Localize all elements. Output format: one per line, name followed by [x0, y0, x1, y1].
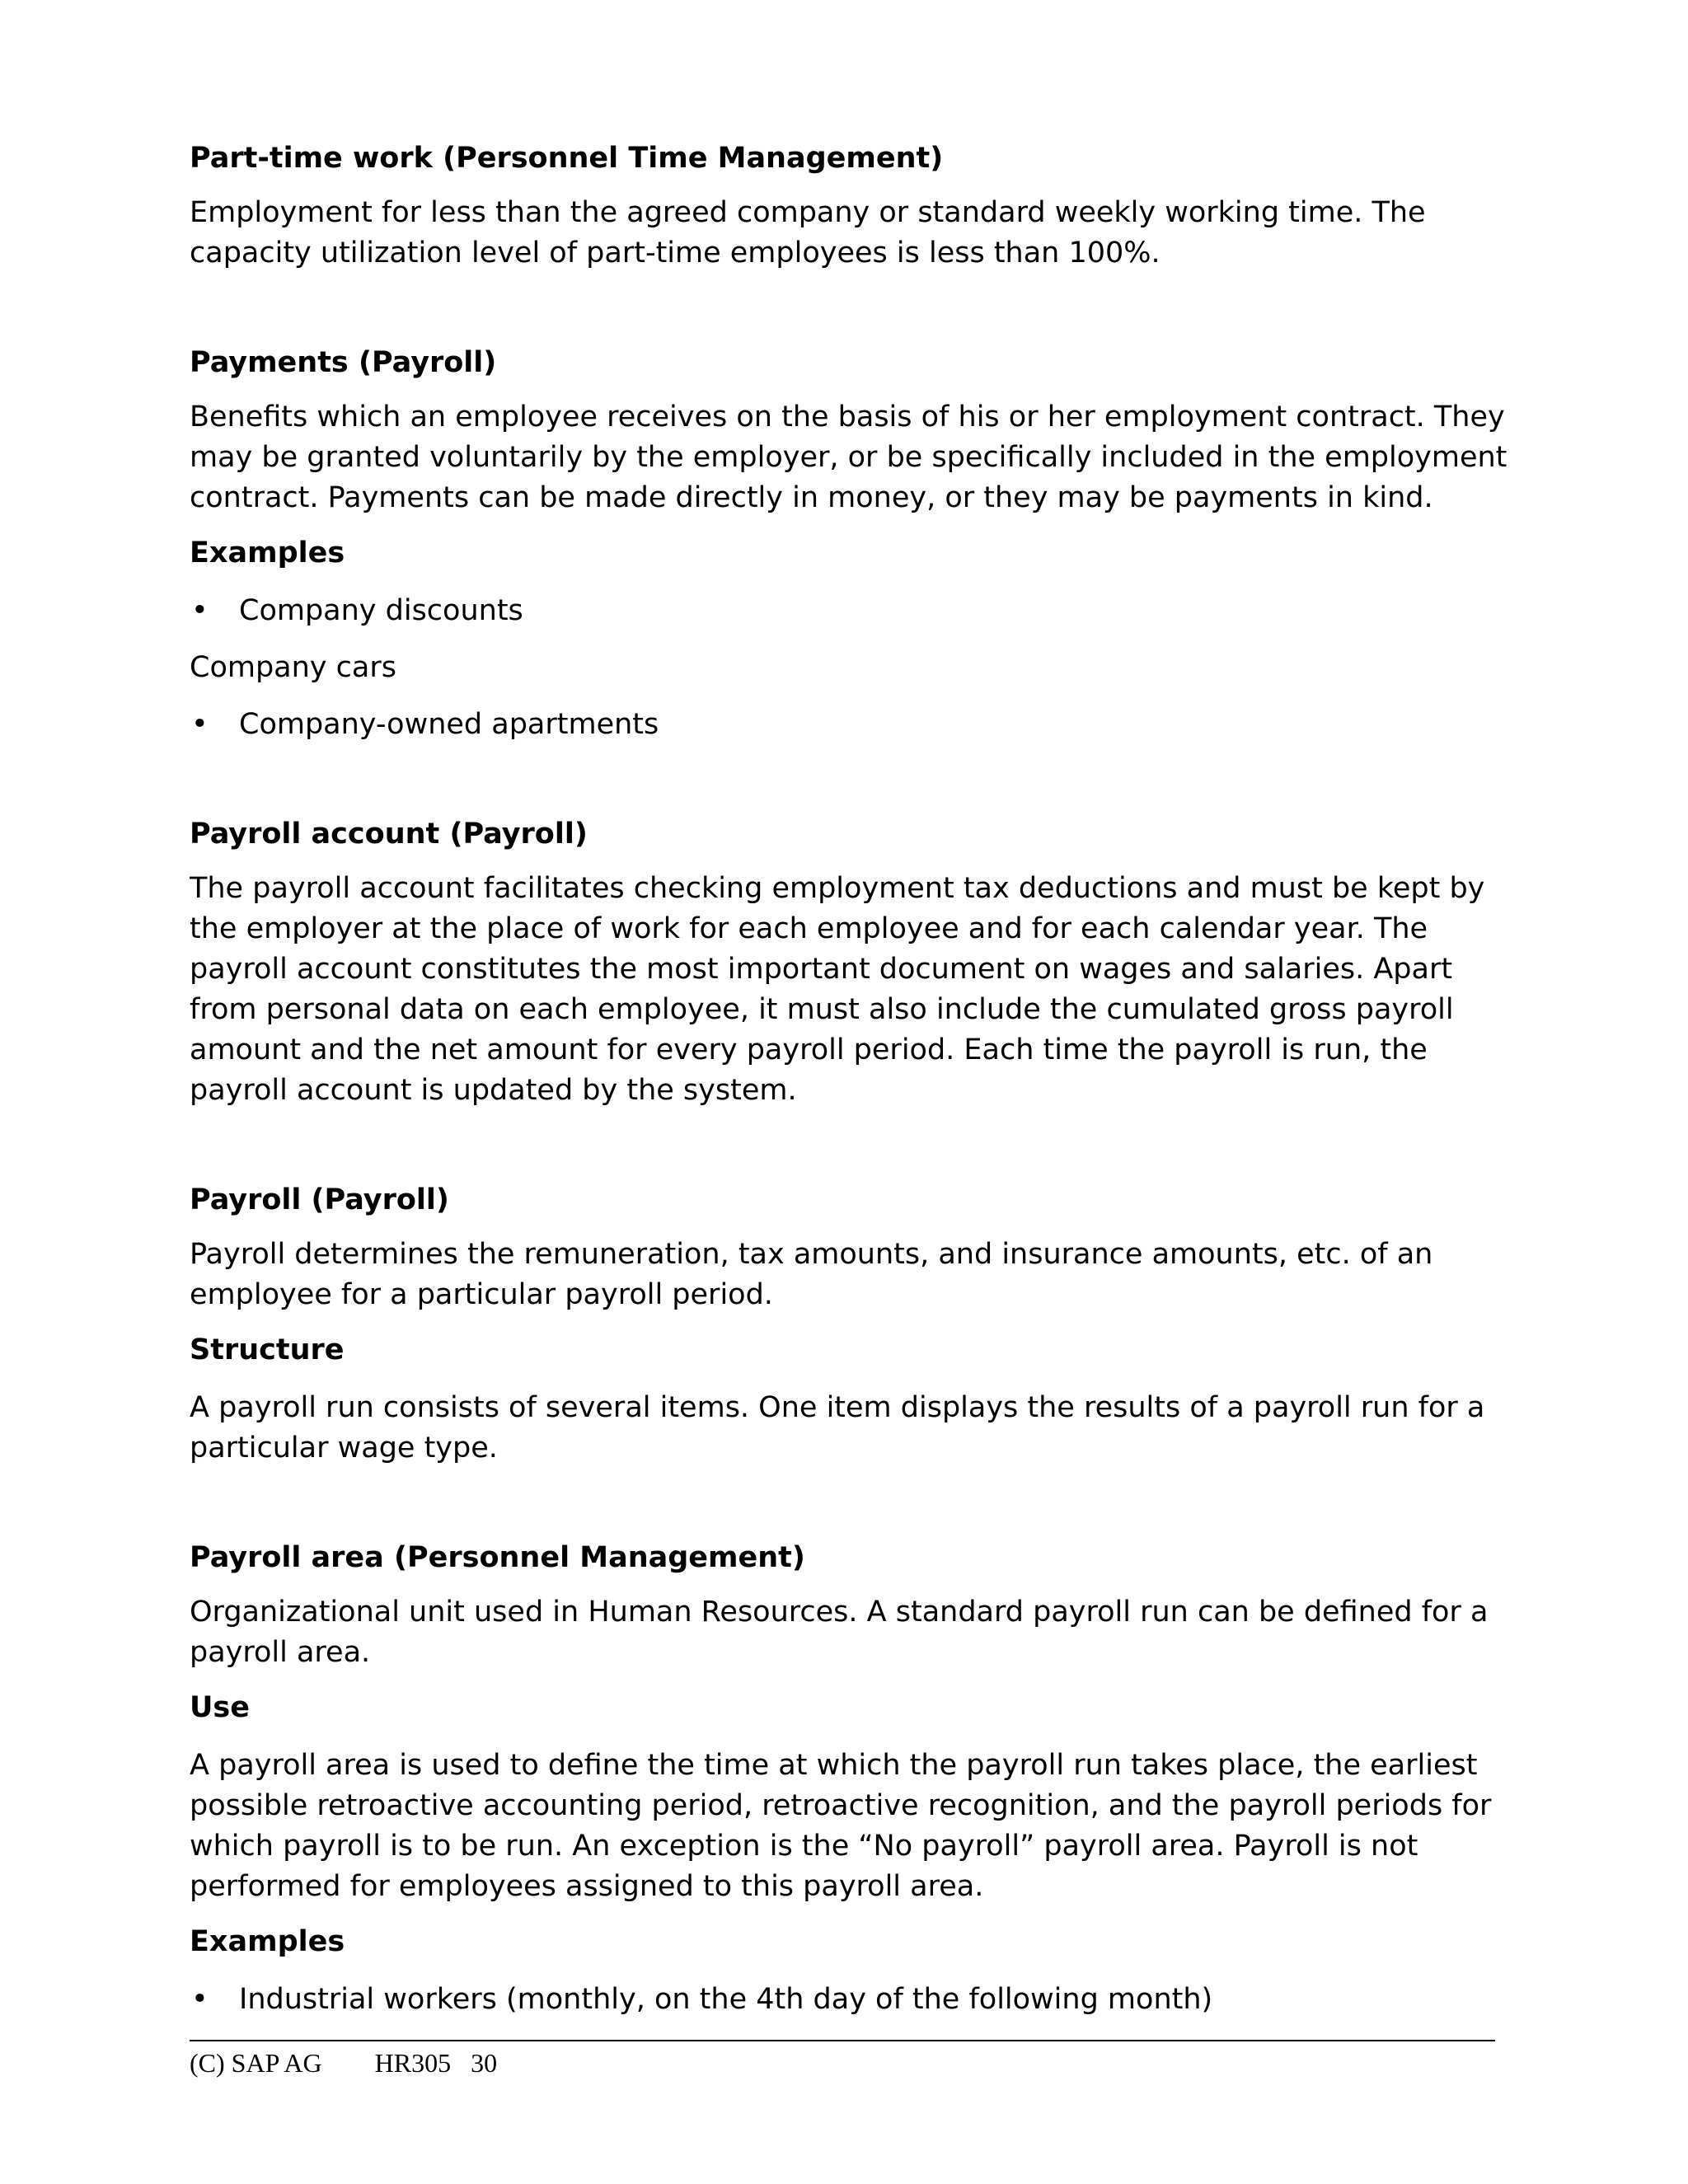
- glossary-entry-payroll-area: [190, 1540, 1508, 2020]
- document-page: [190, 140, 1508, 2036]
- entry-subheading: Examples: [190, 537, 345, 569]
- glossary-entry-part-time-work: [190, 140, 1508, 274]
- entry-title: Part-time work (Personnel Time Management): [190, 142, 944, 175]
- entry-definition: Benefits which an employee receives on the basis of his or her employment contract. They may be granted voluntarily by the employer, or be specifically included in the employment contract. Payments can be made directly in money, or they may be payments in kind.: [190, 401, 1507, 514]
- entry-definition: Payroll determines the remuneration, tax amounts, and insurance amounts, etc. of an employee for a particular payroll period.: [190, 1238, 1433, 1311]
- bullet-text: Company discounts: [239, 594, 523, 627]
- glossary-entry-payments: [190, 344, 1508, 745]
- page-footer: [190, 2040, 1495, 2079]
- entry-title: Payroll area (Personnel Management): [190, 1541, 805, 1574]
- entry-subheading: Structure: [190, 1333, 345, 1366]
- glossary-entry-payroll-account: [190, 816, 1508, 1111]
- entry-definition: Employment for less than the agreed company or standard weekly working time. The capacity utilization level of part-time employees is less than 100%.: [190, 196, 1426, 269]
- entry-title: Payments (Payroll): [190, 346, 497, 379]
- entry-detail: A payroll run consists of several items. One item displays the results of a payroll run for a particular wage type.: [190, 1391, 1485, 1465]
- bullet-text: Company-owned apartments: [239, 708, 659, 741]
- entry-detail: A payroll area is used to define the time at which the payroll run takes place, the earliest possible retroactive accounting period, retroactive recognition, and the payroll periods for which payroll is to be run. An exception is the “No payroll” payroll area. Payroll is not performed for employees assigned to this payroll area.: [190, 1749, 1492, 1903]
- bullet-icon: •: [191, 1983, 209, 2016]
- bullet-icon: •: [191, 708, 209, 741]
- entry-subheading: Examples: [190, 1925, 345, 1958]
- bullet-item: [190, 705, 1508, 745]
- footer-copyright: (C) SAP AG: [190, 2048, 322, 2078]
- bullet-item: [190, 591, 1508, 631]
- entry-title: Payroll (Payroll): [190, 1183, 449, 1216]
- footer-course-code: HR305: [374, 2048, 452, 2078]
- bullet-item: [190, 1980, 1508, 2020]
- entry-definition: Organizational unit used in Human Resources. A standard payroll run can be defined for a payroll area.: [190, 1596, 1489, 1669]
- entry-definition: The payroll account facilitates checking employment tax deductions and must be kept by the employer at the place of work for each employee and for each calendar year. The payroll account constitutes the most important document on wages and salaries. Apart from personal data on each employee, it must also include the cumulated gross payroll amount and the net amount for every payroll period. Each time the payroll is run, the payroll account is updated by the system.: [190, 872, 1485, 1107]
- glossary-entry-payroll: [190, 1182, 1508, 1469]
- bullet-text: Industrial workers (monthly, on the 4th day of the following month): [239, 1983, 1213, 2016]
- entry-subheading: Use: [190, 1691, 250, 1724]
- entry-plain-line: Company cars: [190, 651, 396, 684]
- entry-title: Payroll account (Payroll): [190, 818, 588, 851]
- bullet-icon: •: [191, 594, 209, 627]
- footer-page-number: 30: [471, 2048, 498, 2078]
